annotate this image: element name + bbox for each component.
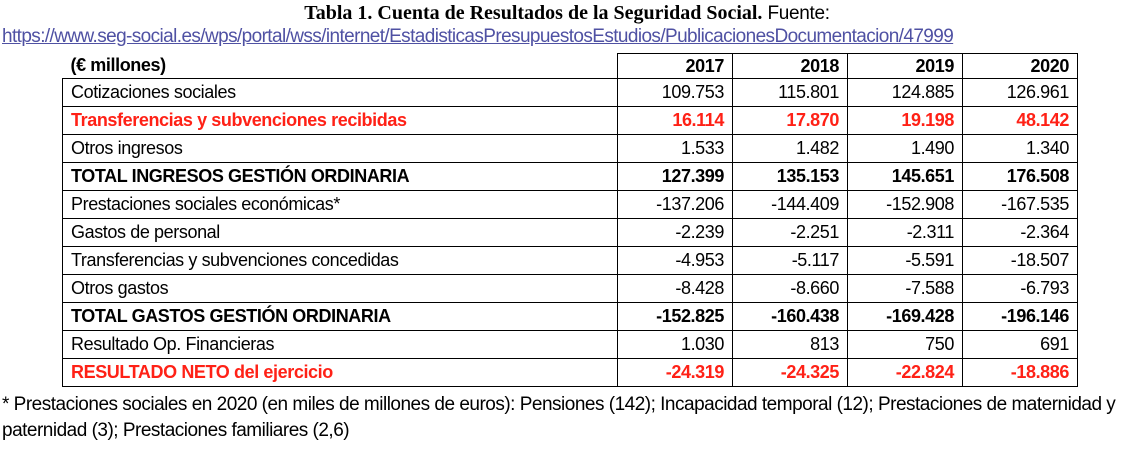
cell-value: 691 (963, 331, 1078, 359)
cell-value: -2.364 (963, 219, 1078, 247)
row-label: Transferencias y subvenciones concedidas (63, 247, 618, 275)
cell-value: 145.651 (848, 163, 963, 191)
cell-value: 176.508 (963, 163, 1078, 191)
cell-value: 135.153 (733, 163, 848, 191)
table-row (63, 191, 1078, 219)
cell-value: 126.961 (963, 79, 1078, 107)
cell-value: -8.660 (733, 275, 848, 303)
cell-value: 1.490 (848, 135, 963, 163)
footnote: * Prestaciones sociales en 2020 (en miles de millones de euros): Pensiones (142); Incapacidad temporal (12); Prestaciones de maternidad y paternidad (3); Prestaciones familiares (2,6) (2, 394, 1116, 441)
cell-value: 19.198 (848, 107, 963, 135)
cell-value: 1.340 (963, 135, 1078, 163)
cell-value: 1.482 (733, 135, 848, 163)
table-header-row (63, 54, 1078, 79)
cell-value: -196.146 (963, 303, 1078, 331)
cell-value: 17.870 (733, 107, 848, 135)
year-header-2020: 2020 (963, 54, 1078, 79)
unit-header: (€ millones) (63, 54, 618, 79)
cell-value: -137.206 (618, 191, 733, 219)
year-header-2017: 2017 (618, 54, 733, 79)
cell-value: 16.114 (618, 107, 733, 135)
cell-value: -2.239 (618, 219, 733, 247)
cell-value: 750 (848, 331, 963, 359)
table-row-resultado-neto (63, 359, 1078, 387)
source-label: Fuente: (767, 3, 830, 24)
table-row (63, 331, 1078, 359)
cell-value: -6.793 (963, 275, 1078, 303)
cell-value: -18.507 (963, 247, 1078, 275)
cell-value: -7.588 (848, 275, 963, 303)
table-caption: Tabla 1. Cuenta de Resultados de la Seguridad Social. (304, 2, 763, 24)
cell-value: -22.824 (848, 359, 963, 387)
cell-value: -24.319 (618, 359, 733, 387)
cell-value: -4.953 (618, 247, 733, 275)
cell-value: -160.438 (733, 303, 848, 331)
row-label: Cotizaciones sociales (63, 79, 618, 107)
row-label: Gastos de personal (63, 219, 618, 247)
cell-value: -18.886 (963, 359, 1078, 387)
cell-value: -5.591 (848, 247, 963, 275)
cell-value: 124.885 (848, 79, 963, 107)
cell-value: -144.409 (733, 191, 848, 219)
year-header-2018: 2018 (733, 54, 848, 79)
cell-value: -152.825 (618, 303, 733, 331)
cell-value: 1.030 (618, 331, 733, 359)
cell-value: -169.428 (848, 303, 963, 331)
results-table (62, 53, 1078, 387)
table-row-total-ingresos (63, 163, 1078, 191)
table-row-total-gastos (63, 303, 1078, 331)
table-row (63, 219, 1078, 247)
table-row (63, 107, 1078, 135)
row-label: Otros gastos (63, 275, 618, 303)
row-label: Resultado Op. Financieras (63, 331, 618, 359)
cell-value: 813 (733, 331, 848, 359)
table-row (63, 247, 1078, 275)
cell-value: -152.908 (848, 191, 963, 219)
cell-value: -8.428 (618, 275, 733, 303)
cell-value: 1.533 (618, 135, 733, 163)
cell-value: 127.399 (618, 163, 733, 191)
row-label: Transferencias y subvenciones recibidas (63, 107, 618, 135)
cell-value: 115.801 (733, 79, 848, 107)
row-label: TOTAL INGRESOS GESTIÓN ORDINARIA (63, 163, 618, 191)
row-label: Prestaciones sociales económicas* (63, 191, 618, 219)
cell-value: -5.117 (733, 247, 848, 275)
year-header-2019: 2019 (848, 54, 963, 79)
table-row (63, 135, 1078, 163)
cell-value: -167.535 (963, 191, 1078, 219)
page-title (0, 0, 1134, 25)
cell-value: -2.311 (848, 219, 963, 247)
row-label: TOTAL GASTOS GESTIÓN ORDINARIA (63, 303, 618, 331)
row-label: Otros ingresos (63, 135, 618, 163)
cell-value: -24.325 (733, 359, 848, 387)
table-row (63, 275, 1078, 303)
source-url-link[interactable]: https://www.seg-social.es/wps/portal/wss/internet/EstadisticasPresupuestosEstudios/PublicacionesDocumentacion/47999 (2, 26, 954, 47)
cell-value: 109.753 (618, 79, 733, 107)
source-line (2, 26, 1134, 48)
cell-value: -2.251 (733, 219, 848, 247)
table-row (63, 79, 1078, 107)
row-label: RESULTADO NETO del ejercicio (63, 359, 618, 387)
cell-value: 48.142 (963, 107, 1078, 135)
